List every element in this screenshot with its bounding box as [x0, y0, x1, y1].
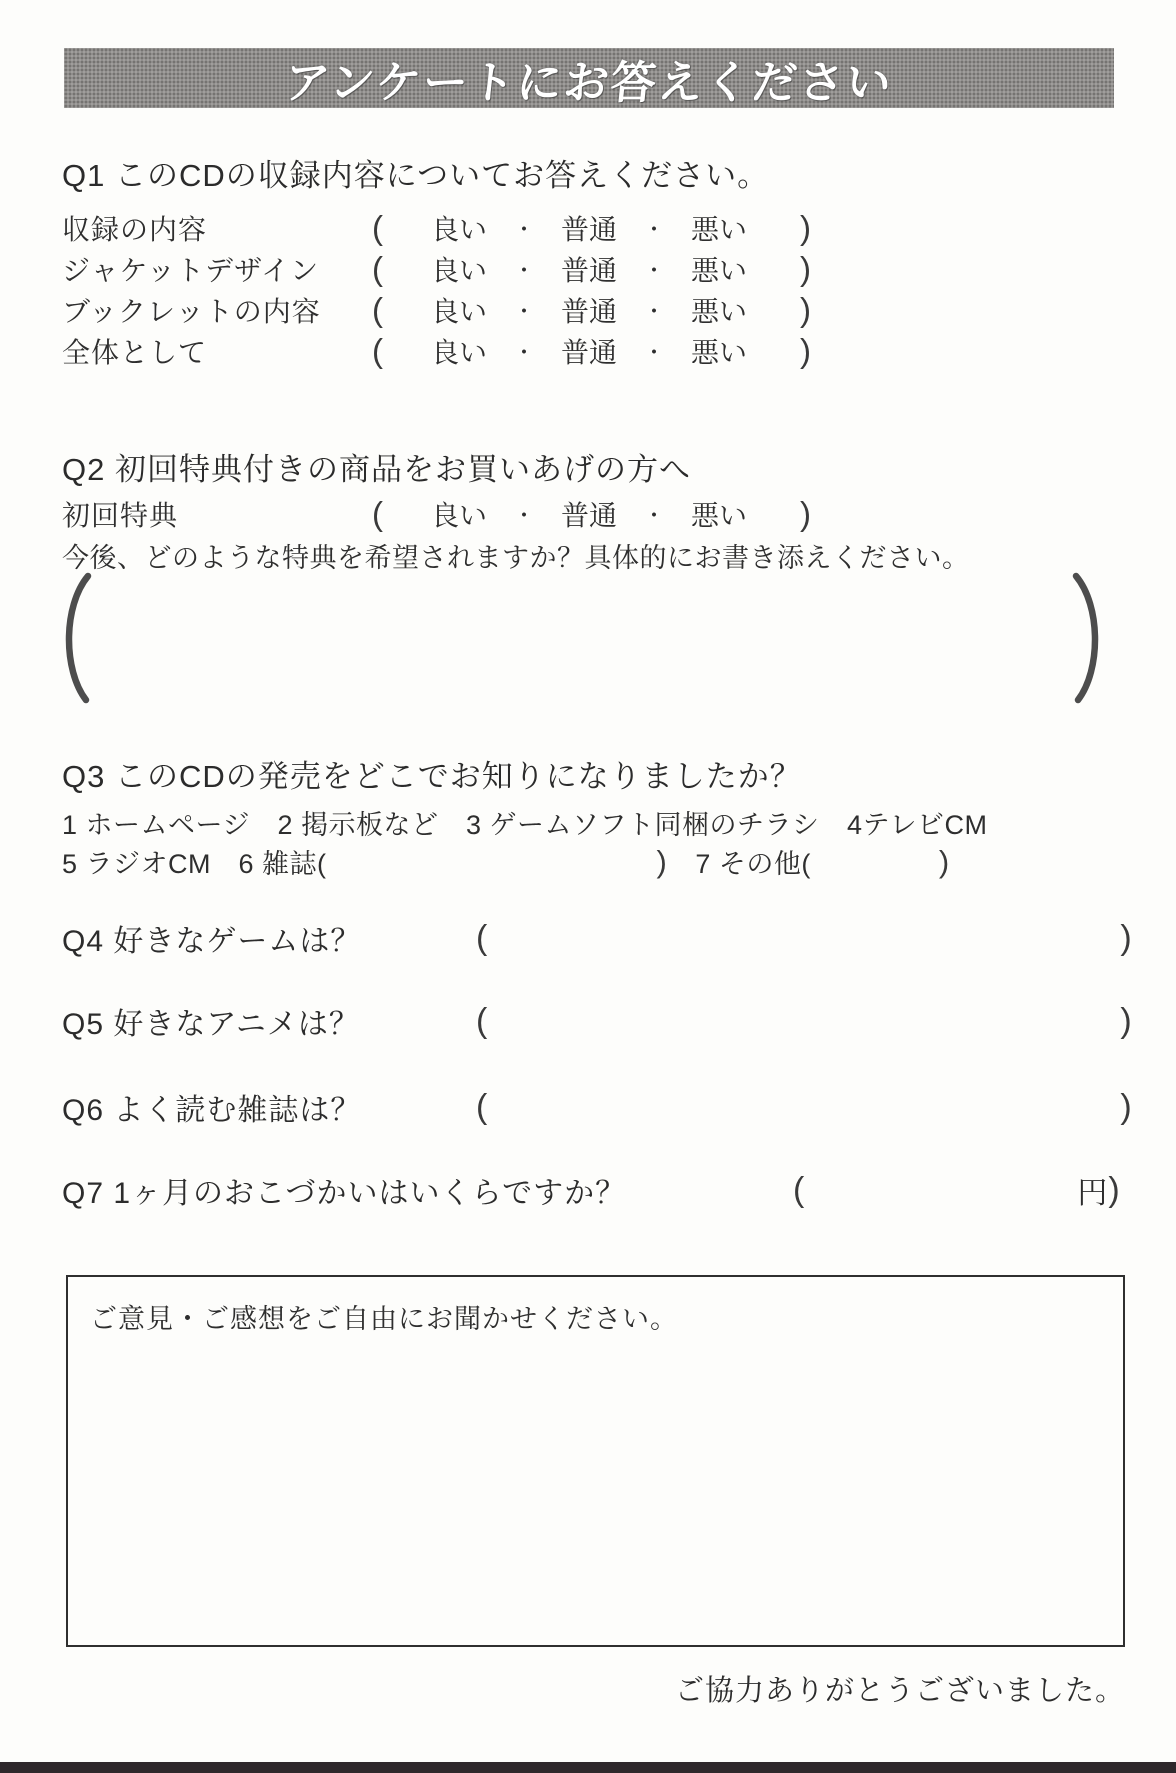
option-bad: 悪い	[690, 296, 747, 327]
comment-box	[66, 1275, 1125, 1647]
spacer	[667, 861, 695, 862]
separator-dot: ・	[512, 257, 535, 283]
option-bad: 悪い	[690, 255, 747, 286]
thanks-message: ご協力ありがとうございました。	[674, 1675, 1125, 1707]
open-paren: (	[372, 291, 383, 328]
separator-dot: ・	[512, 298, 535, 324]
close-paren: )	[656, 843, 668, 879]
q4-heading: Q4 好きなゲームは？	[62, 925, 362, 958]
close-paren: )	[800, 291, 811, 328]
q1-heading: Q1 このCDの収録内容についてお答えください。	[62, 158, 770, 193]
q3-options-line2	[62, 842, 950, 881]
q2-prompt: 今後、どのような特典を希望されますか？具体的にお書き添えください。	[62, 543, 970, 573]
q7-unit-yen: 円	[1077, 1177, 1109, 1210]
open-paren: (	[476, 1001, 489, 1040]
separator-dot: ・	[642, 216, 665, 242]
option-normal: 普通	[560, 337, 617, 368]
row-label: ブックレットの内容	[62, 296, 321, 327]
option-good: 良い	[430, 337, 487, 368]
separator-dot: ・	[642, 257, 665, 283]
open-paren: (	[372, 250, 383, 287]
q5-heading: Q5 好きなアニメは？	[62, 1008, 360, 1041]
close-paren: )	[800, 250, 811, 287]
open-paren: (	[793, 1170, 806, 1209]
q6-row	[62, 1085, 1133, 1129]
open-paren: (	[372, 332, 383, 369]
q1-row-recorded-content	[62, 208, 922, 244]
open-paren: (	[476, 1087, 489, 1126]
q4-answer-blank	[488, 938, 1120, 939]
option-normal: 普通	[560, 296, 617, 327]
q7-heading: Q7 1ヶ月のおこづかいはいくらですか？	[62, 1177, 627, 1210]
q1-row-jacket-design	[62, 249, 922, 285]
row-label: 初回特典	[62, 500, 179, 531]
q2-free-write-area	[100, 578, 1060, 698]
row-label: 全体として	[62, 337, 208, 368]
q5-row	[62, 999, 1133, 1043]
large-open-paren-icon	[52, 572, 96, 709]
option-good: 良い	[430, 255, 487, 286]
option-good: 良い	[430, 296, 487, 327]
option-bad: 悪い	[690, 214, 747, 245]
q7-row	[62, 1168, 1121, 1212]
row-label: 収録の内容	[62, 214, 208, 245]
q1-row-booklet-content	[62, 290, 922, 326]
option-good: 良い	[430, 214, 487, 245]
close-paren: )	[800, 332, 811, 369]
scan-bottom-edge	[0, 1762, 1176, 1773]
separator-dot: ・	[642, 502, 665, 528]
q6-answer-blank	[488, 1107, 1120, 1108]
option-bad: 悪い	[690, 500, 747, 531]
close-paren: )	[800, 209, 811, 246]
open-paren: (	[476, 918, 489, 957]
close-paren: )	[1120, 1001, 1133, 1040]
close-paren: )	[1120, 1087, 1133, 1126]
banner-title: アンケートにお答えください	[281, 56, 896, 108]
close-paren: )	[1108, 1170, 1121, 1209]
q3-options-line1: 1 ホームページ 2 掲示板など 3 ゲームソフト同梱のチラシ 4テレビCM	[62, 810, 988, 840]
open-paren: (	[372, 209, 383, 246]
option-bad: 悪い	[690, 337, 747, 368]
option-normal: 普通	[560, 214, 617, 245]
separator-dot: ・	[512, 502, 535, 528]
q3-magazine-blank	[327, 861, 657, 862]
separator-dot: ・	[642, 298, 665, 324]
q5-answer-blank	[488, 1021, 1120, 1022]
close-paren: )	[800, 495, 811, 532]
separator-dot: ・	[642, 339, 665, 365]
q3-other-blank	[811, 861, 939, 862]
separator-dot: ・	[512, 216, 535, 242]
q3-line2-text: 7 その他(	[695, 849, 811, 879]
q3-heading: Q3 このCDの発売をどこでお知りになりましたか？	[62, 759, 802, 794]
option-normal: 普通	[560, 500, 617, 531]
comment-box-label: ご意見・ご感想をご自由にお聞かせください。	[90, 1304, 678, 1334]
q6-heading: Q6 よく読む雑誌は？	[62, 1094, 362, 1127]
q7-answer-blank	[805, 1190, 1077, 1191]
q2-row-first-press-bonus	[62, 494, 922, 530]
close-paren: )	[1120, 918, 1133, 957]
option-normal: 普通	[560, 255, 617, 286]
q3-line2-text: 5 ラジオCM 6 雑誌(	[62, 849, 327, 879]
separator-dot: ・	[512, 339, 535, 365]
q1-row-overall	[62, 331, 922, 367]
q2-heading: Q2 初回特典付きの商品をお買いあげの方へ	[62, 452, 691, 487]
open-paren: (	[372, 495, 383, 532]
row-label: ジャケットデザイン	[62, 255, 320, 286]
option-good: 良い	[430, 500, 487, 531]
close-paren: )	[938, 843, 950, 879]
q4-row	[62, 916, 1133, 960]
banner	[64, 48, 1114, 108]
large-close-paren-icon	[1068, 572, 1112, 709]
